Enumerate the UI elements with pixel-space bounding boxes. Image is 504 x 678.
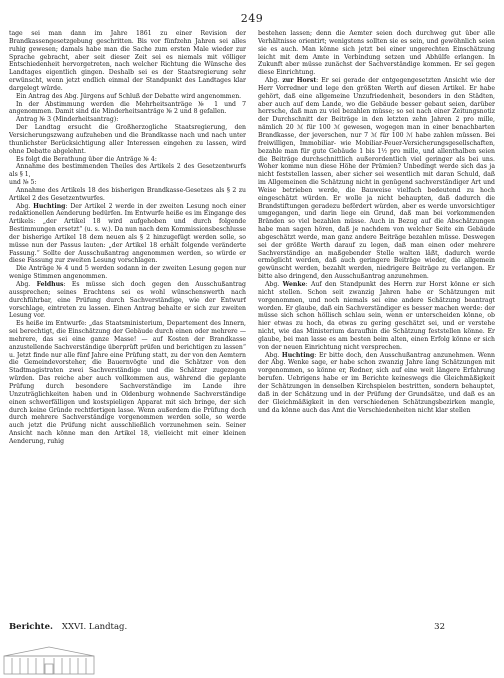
paragraph: Abg. Wenke: Auf den Standpunkt des Herrn zur Horst könne er sich nicht stellen. Schon seit zwanzig Jahren habe er Schätzungen mit vorgenommen, und noch niemals sei eine andere Schätzung beantragt worden. Er glaube, daß ein Sachverständiger es besser machen werde: der müsse sich schon höllisch schlau sein, wenn er unterscheiden könne, ob hier etwas zu hoch, da etwas zu gering geschätzt sei, und er verstehe nicht, wie das Ministerium daraufhin die Schätzung feststellen könne. Er glaube, bei man lasse es am besten beim alten, einen Erfolg könne er sich von der neuen Einrichtung nicht versprechen. bbox=[258, 281, 495, 351]
paragraph: Abg. Huchting: Er bitte doch, den Ausschußantrag anzunehmen. Wenn der Abg. Wenke sage, er habe schon zwanzig Jahre lang Schätzungen mit vorgenommen, so könne er, Redner, sich auf eine weit längere Erfahrung berufen. Uebrigens habe er im Berichte keineswegs die Gleichmäßigkeit der Schätzungen in denselben Kirchspielen bestritten, sondern behauptet, daß in der Schätzung und in der Prüfung der Grundsätze, und daß es an der Gleichmäßigkeit in den verschiedenen Schätzungsbezirken mangle, und da könne auch das Amt die Verschiedenheiten nicht klar stellen bbox=[258, 351, 495, 414]
left-column bbox=[9, 30, 246, 622]
paragraph: Es folgt die Berathung über die Anträge № 4: bbox=[16, 155, 157, 163]
paragraph: Es heiße im Entwurfe: „das Staatsministerium, Departement des Innern, sei berechtigt, die Einschätzung der Gebäude durch einen oder mehrere — mehrere, das sei eine ganze Masse! — auf Kosten der Brandkasse anzustellende Sachverständige überprüft prüfen und berichtigen zu lassen“ u. Jetzt finde nur alle fünf Jahre eine Prüfung statt, zu der von den Aemtern die Gemeindevorsteher, die Bauernvögte und die Schätzer von den Stadtmagistraten zwei Sachverständige und die Schätzer zugezogen würden. Das reiche aber auch vollkommen aus, während die geplante Prüfung durch besondere Sachverständige im Lande ihre Unzuträglichkeiten haben und in Oldenburg wohnende Sachverständige einen schwerfälligen und kostspieligen Apparat mit sich bringe, der sich durch keine Gründe rechtfertigen lasse. Wenn außerdem die Prüfung doch durch mehrere Sachverständige vorgenommen werden solle, so werde auch jetzt die Prüfung nicht ausschließlich vorzunehmen sein. Seiner Ansicht nach könne man den Artikel 18, vielleicht mit einer kleinen Aenderung, ruhig bbox=[9, 320, 246, 445]
paragraph: Antrag № 3 (Minderheitsantrag): bbox=[16, 116, 119, 124]
paragraph: Abg. Huchting: Der Artikel 2 werde in der zweiten Lesung noch einer redaktionellen Aenderung bedürfen. Im Entwurfe heiße es im Eingange des Artikels: „der Artikel 18 wird aufgehoben und durch folgende Bestimmungen ersetzt“ (u. s. w.). Da nun nach dem Kommissionsbeschlusse der bisherige Artikel 18 dem neuen als § 2 hinzugefügt werden solle, so müsse nun der Passus lauten: „der Artikel 18 erhält folgende veränderte Fassung.“ Sollte der Ausschußantrag angenommen werden, so würde er diese Fassung zur zweiten Lesung vorschlagen. bbox=[9, 202, 246, 265]
paragraph: Ein Antrag des Abg. Jürgens auf Schluß der Debatte wird angenommen. bbox=[16, 92, 242, 100]
speaker-name: Feldhus bbox=[36, 281, 64, 288]
library-building-logo bbox=[2, 644, 96, 676]
paragraph: und № 5: bbox=[9, 179, 37, 187]
text-columns bbox=[9, 30, 495, 622]
right-column bbox=[258, 30, 495, 622]
paragraph: Annahme des bestimmenden Theiles des Artikels 2 des Gesetzentwurfs als § 1, bbox=[9, 163, 246, 179]
page-number: 249 bbox=[240, 12, 264, 25]
paragraph: Der Landtag ersucht die Großherzogliche Staatsregierung, den Versicherungszwang aufzuheben und die Brandkasse nach und nach unter thunlichster Berücksichtigung aller Interessen eingehen zu lassen, wird ohne Debatte abgelehnt. bbox=[9, 124, 246, 155]
speaker-name: zur Horst bbox=[282, 77, 317, 85]
speaker-name: Huchting bbox=[33, 202, 66, 210]
paragraph: In der Abstimmung werden die Mehrheitsanträge № 1 und 7 angenommen. Damit sind die Minderheitsanträge № 2 und 8 gefallen. bbox=[9, 100, 246, 116]
speaker-name: Wenke bbox=[282, 281, 306, 288]
paragraph: Annahme des Artikels 18 des bisherigen Brandkasse-Gesetzes als § 2 zu Artikel 2 des Gesetzentwurfes. bbox=[9, 186, 246, 202]
paragraph: Die Anträge № 4 und 5 werden sodann in der zweiten Lesung gegen nur wenige Stimmen angenommen. bbox=[9, 265, 246, 281]
printer-signature: 32 bbox=[434, 622, 445, 632]
paragraph: Abg. zur Horst: Er sei gerade der entgegengesetzten Ansicht wie der Herr Vorredner und lege den größten Werth auf diesen Artikel. Er habe gehört, daß eine allgemeine Unzufriedenheit, besonders in den Städten, aber auch auf dem Lande, wo die Gebäude besser gebaut seien, darüber herrsche, daß man zu viel bezahlen müsse; so sei nach einer Zeitungsnotiz der Durchschnitt der Beiträge in den letzten zehn Jahren 2 pro mille, nämlich 20 ℳ für 100 ℳ gewesen, wogegen man in einer benachbarten Brandkasse, der jeverschen, nur 7 ℳ für 100 ℳ habe zahlen müssen. Bei freiwilligen, Immobiliar- wie Mobiliar-Feuer-Versicherungsgesellschaften, bezahle man für gute Gebäude 1 bis 1½ pro mille, und allenthalben seien die Beiträge durchschnittlich außerordentlich viel geringer als bei uns. Woher komme nun diese Höhe der Prämien? Unbedingt werde sich das ja nicht feststellen lassen, aber sicher sei wesentlich mit daran Schuld, daß im Allgemeinen die Schätzung nicht in genügend sachverständiger Art und Weise betrieben werde, die Bauweise vielfach bedeutend zu hoch eingeschätzt würden. Er wolle ja nicht behaupten, daß dadurch die Brandstiftungen geradezu befördert würden, aber es werde unvorsichtiger umgegangen, und darin liege ein Grund, daß man bei vorkommenden Bränden so viel bezahlen müsse. Auch in Bezug auf die Abschätzungen habe man sagen hören, daß je nachdem von welcher Seite ein Gebäude abgeschätzt werde, man ganz andere Beiträge bezahlen müsse. Deswegen sei der größte Werth darauf zu legen, daß man einen oder mehrere Sachverständige an maßgebender Stelle walten läßt, dadurch werde ermöglicht werden, daß auch geringere Beiträge wieder, die allgemein gewünscht werden, bezahlt werden, niedrigere Beiträge zu verlangen. Er bitte also dringend, den Ausschußantrag anzunehmen. bbox=[258, 77, 495, 281]
footer-title: Berichte. bbox=[9, 622, 53, 632]
footer-subtitle: XXVI. Landtag. bbox=[61, 622, 128, 632]
page-footer bbox=[9, 622, 495, 632]
paragraph: tage sei man dann im Jahre 1861 zu einer Revision der Brandkassengesetzgebung geschritten. Bis vor fünfzehn Jahren sei alles ruhig gewesen; damals habe man die Sache zum ersten Male wieder zur Sprache gebracht, aber seit dieser Zeit sei es niemals mit völliger Entschiedenheit hervorgetreten, nach welcher Richtung die Wünsche des Landtages eigentlich gingen. Deshalb sei es der Staatsregierung sehr erwünscht, wenn jetzt endlich einmal der Standpunkt des Landtages klar dargelegt würde. bbox=[9, 30, 246, 92]
speaker-name: Huchting bbox=[281, 351, 315, 359]
footer-title-block bbox=[9, 622, 127, 632]
paragraph: Abg. Feldhus: Es müsse sich doch gegen den Ausschußantrag aussprechen; seines Erachtens sei es wohl wünschenswerth nach durchführbar, eine Prüfung durch Sachverständige, wie der Entwurf vorschlage, eintreten zu lassen. Einen Antrag behalte er sich zur zweiten Lesung vor. bbox=[9, 281, 246, 320]
paragraph: bestehen lassen; denn die Aemter seien doch durchweg gut über alle Verhältnisse orientirt; wenigstens sollten sie es sein, und gewöhnlich seien sie es auch. Man könne sich jetzt bei einer ungerechten Einschätzung leicht mit dem Amte in Verbindung setzen und Abhülfe erlangen. In Zukunft aber müsse zunächst der Sachverständige kommen. Er sei gegen diese Einrichtung. bbox=[258, 30, 495, 77]
